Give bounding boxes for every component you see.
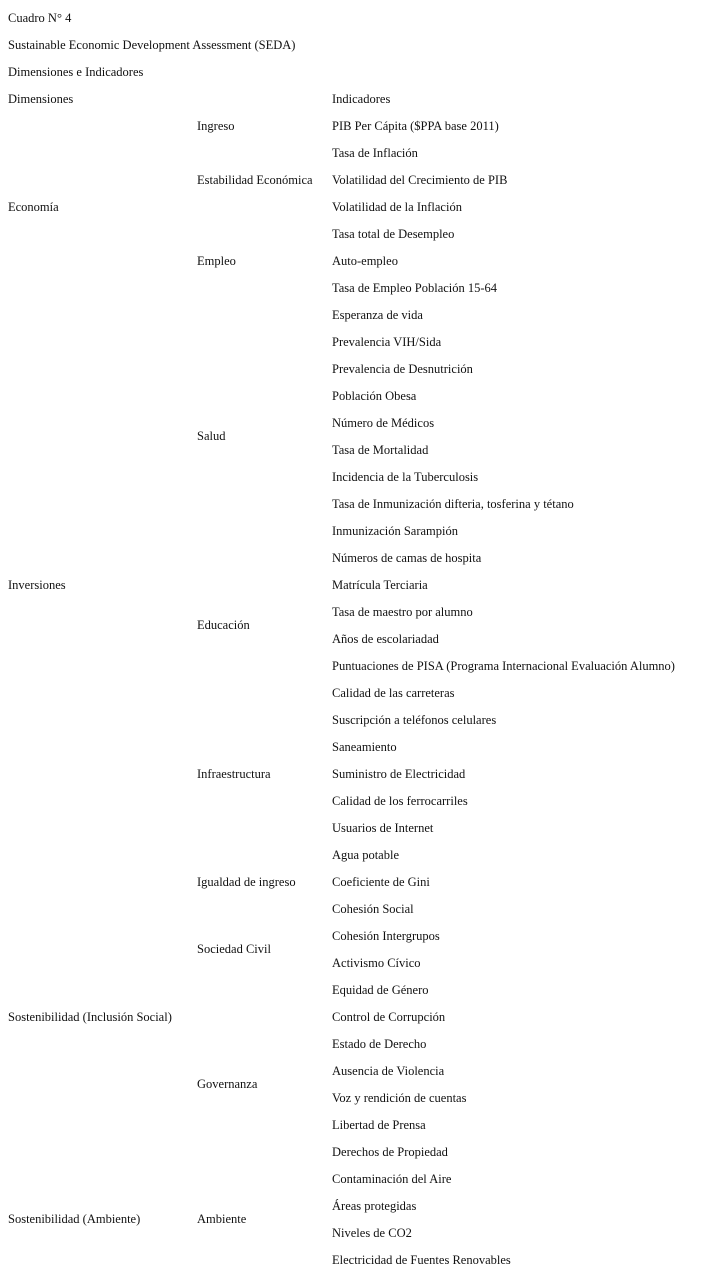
subdimension-empleo: Empleo [197,254,236,268]
indicator-item: Incidencia de la Tuberculosis [332,470,479,484]
subdimension-infraestructura: Infraestructura [197,767,271,781]
indicator-item: Población Obesa [332,389,417,403]
indicator-item: Tasa de Inflación [332,146,418,160]
indicator-item: Coeficiente de Gini [332,875,430,889]
subdimension-salud: Salud [197,429,226,443]
indicator-item: Tasa total de Desempleo [332,227,455,241]
indicator-item: Números de camas de hospita [332,551,482,565]
table-title: Sustainable Economic Development Assessment (SEDA) [8,38,296,52]
subdimension-estabilidad-economica: Estabilidad Económica [197,173,313,187]
indicator-item: Años de escolariadad [332,632,439,646]
indicator-item: Calidad de las carreteras [332,686,455,700]
indicator-item: Matrícula Terciaria [332,578,428,592]
indicator-item: PIB Per Cápita ($PPA base 2011) [332,119,499,133]
dimension-economia: Economía [8,200,59,214]
indicator-item: Control de Corrupción [332,1010,446,1024]
indicator-item: Agua potable [332,848,399,862]
indicator-item: Calidad de los ferrocarriles [332,794,468,808]
indicator-item: Tasa de Inmunización difteria, tosferina y tétano [332,497,574,511]
indicator-item: Cohesión Social [332,902,414,916]
indicator-item: Volatilidad del Crecimiento de PIB [332,173,508,187]
indicator-item: Tasa de Empleo Población 15-64 [332,281,498,295]
table-caption: Cuadro N° 4 [8,11,72,25]
dimension-sostenibilidad-ambiente: Sostenibilidad (Ambiente) [8,1212,141,1226]
subdimension-igualdad-de-ingreso: Igualdad de ingreso [197,875,296,889]
indicator-item: Contaminación del Aire [332,1172,452,1186]
subdimension-ambiente: Ambiente [197,1212,247,1226]
table-subtitle: Dimensiones e Indicadores [8,65,144,79]
indicator-item: Volatilidad de la Inflación [332,200,462,214]
indicator-item: Usuarios de Internet [332,821,434,835]
subdimension-ingreso: Ingreso [197,119,235,133]
column-header-dimensiones: Dimensiones [8,92,74,106]
indicator-item: Ausencia de Violencia [332,1064,445,1078]
indicator-item: Número de Médicos [332,416,435,430]
indicator-item: Auto-empleo [332,254,398,268]
subdimension-governanza: Governanza [197,1077,258,1091]
indicator-item: Niveles de CO2 [332,1226,412,1240]
indicator-item: Áreas protegidas [332,1199,417,1213]
dimension-sostenibilidad-inclusion-social: Sostenibilidad (Inclusión Social) [8,1010,172,1024]
indicator-item: Estado de Derecho [332,1037,427,1051]
subdimension-educacion: Educación [197,618,250,632]
indicator-item: Saneamiento [332,740,397,754]
subdimension-sociedad-civil: Sociedad Civil [197,942,271,956]
dimension-inversiones: Inversiones [8,578,66,592]
indicator-item: Puntuaciones de PISA (Programa Internacional Evaluación Alumno) [332,659,675,673]
indicator-item: Suscripción a teléfonos celulares [332,713,497,727]
indicator-item: Esperanza de vida [332,308,423,322]
indicator-item: Equidad de Género [332,983,429,997]
indicator-item: Tasa de maestro por alumno [332,605,473,619]
indicator-item: Libertad de Prensa [332,1118,426,1132]
indicator-item: Tasa de Mortalidad [332,443,429,457]
indicator-item: Activismo Cívico [332,956,421,970]
indicator-item: Prevalencia VIH/Sida [332,335,442,349]
indicator-item: Electricidad de Fuentes Renovables [332,1253,511,1267]
indicator-item: Voz y rendición de cuentas [332,1091,467,1105]
indicator-item: Prevalencia de Desnutrición [332,362,473,376]
indicator-item: Derechos de Propiedad [332,1145,448,1159]
indicator-item: Inmunización Sarampión [332,524,459,538]
column-header-indicadores: Indicadores [332,92,391,106]
indicator-item: Cohesión Intergrupos [332,929,440,943]
indicator-item: Suministro de Electricidad [332,767,466,781]
